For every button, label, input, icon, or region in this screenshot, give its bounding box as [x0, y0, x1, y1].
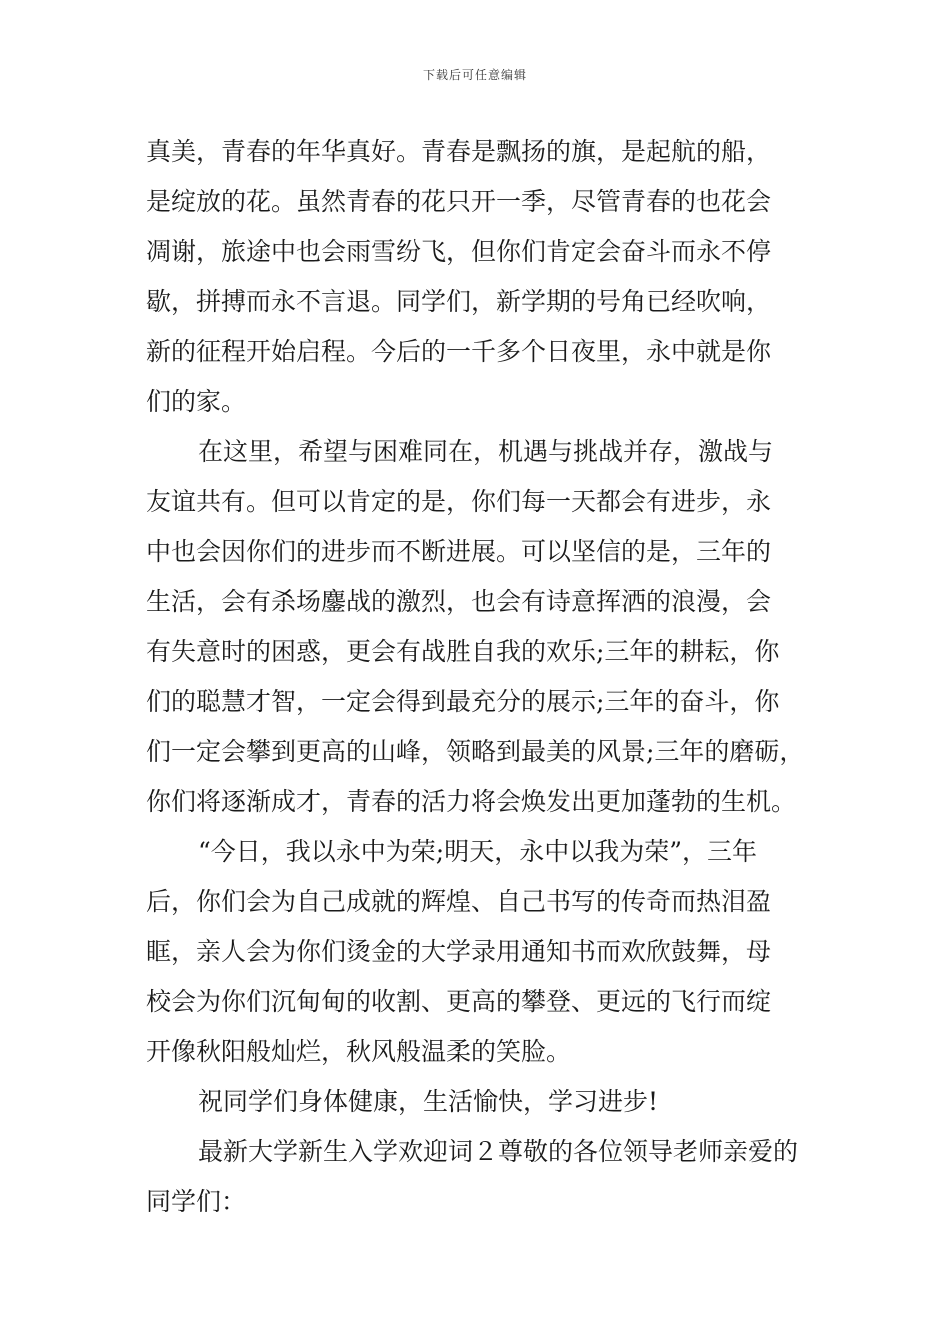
text-line: 凋谢，旅途中也会雨雪纷飞，但你们肯定会奋斗而永不停 [146, 237, 772, 266]
text-line: 最新大学新生入学欢迎词２尊敬的各位领导老师亲爱的 [198, 1137, 799, 1166]
text-line: 开像秋阳般灿烂，秋风般温柔的笑脸。 [146, 1037, 572, 1066]
document-body [146, 127, 816, 1227]
text-line: 你们将逐渐成才，青春的活力将会焕发出更加蓬勃的生机。 [146, 787, 797, 816]
text-line: 同学们： [146, 1187, 247, 1216]
text-line: 们一定会攀到更高的山峰，领略到最美的风景;三年的磨砺， [146, 737, 805, 766]
text-line: “今日，我以永中为荣;明天，永中以我为荣”，三年 [198, 837, 757, 866]
text-line: 们的聪慧才智，一定会得到最充分的展示;三年的奋斗，你 [146, 687, 780, 716]
text-line: 们的家。 [146, 387, 247, 416]
text-line: 校会为你们沉甸甸的收割、更高的攀登、更远的飞行而绽 [146, 987, 772, 1016]
text-line: 有失意时的困惑，更会有战胜自我的欢乐;三年的耕耘，你 [146, 637, 780, 666]
text-line: 歇，拼搏而永不言退。同学们，新学期的号角已经吹响， [146, 287, 772, 316]
text-line: 友谊共有。但可以肯定的是，你们每一天都会有进步，永 [146, 487, 772, 516]
page-header: 下载后可任意编辑 [422, 68, 527, 82]
text-line: 祝同学们身体健康，生活愉快，学习进步! [198, 1087, 659, 1116]
text-line: 在这里，希望与困难同在，机遇与挑战并存，激战与 [198, 437, 774, 466]
text-line: 眶，亲人会为你们烫金的大学录用通知书而欢欣鼓舞，母 [146, 937, 772, 966]
text-line: 后，你们会为自己成就的辉煌、自己书写的传奇而热泪盈 [146, 887, 772, 916]
text-line: 是绽放的花。虽然青春的花只开一季，尽管青春的也花会 [146, 187, 772, 216]
text-line: 中也会因你们的进步而不断进展。可以坚信的是，三年的 [146, 537, 772, 566]
text-line: 生活，会有杀场鏖战的激烈，也会有诗意挥洒的浪漫，会 [146, 587, 772, 616]
text-line: 新的征程开始启程。今后的一千多个日夜里，永中就是你 [146, 337, 772, 366]
text-line: 真美，青春的年华真好。青春是飘扬的旗，是起航的船， [146, 137, 772, 166]
